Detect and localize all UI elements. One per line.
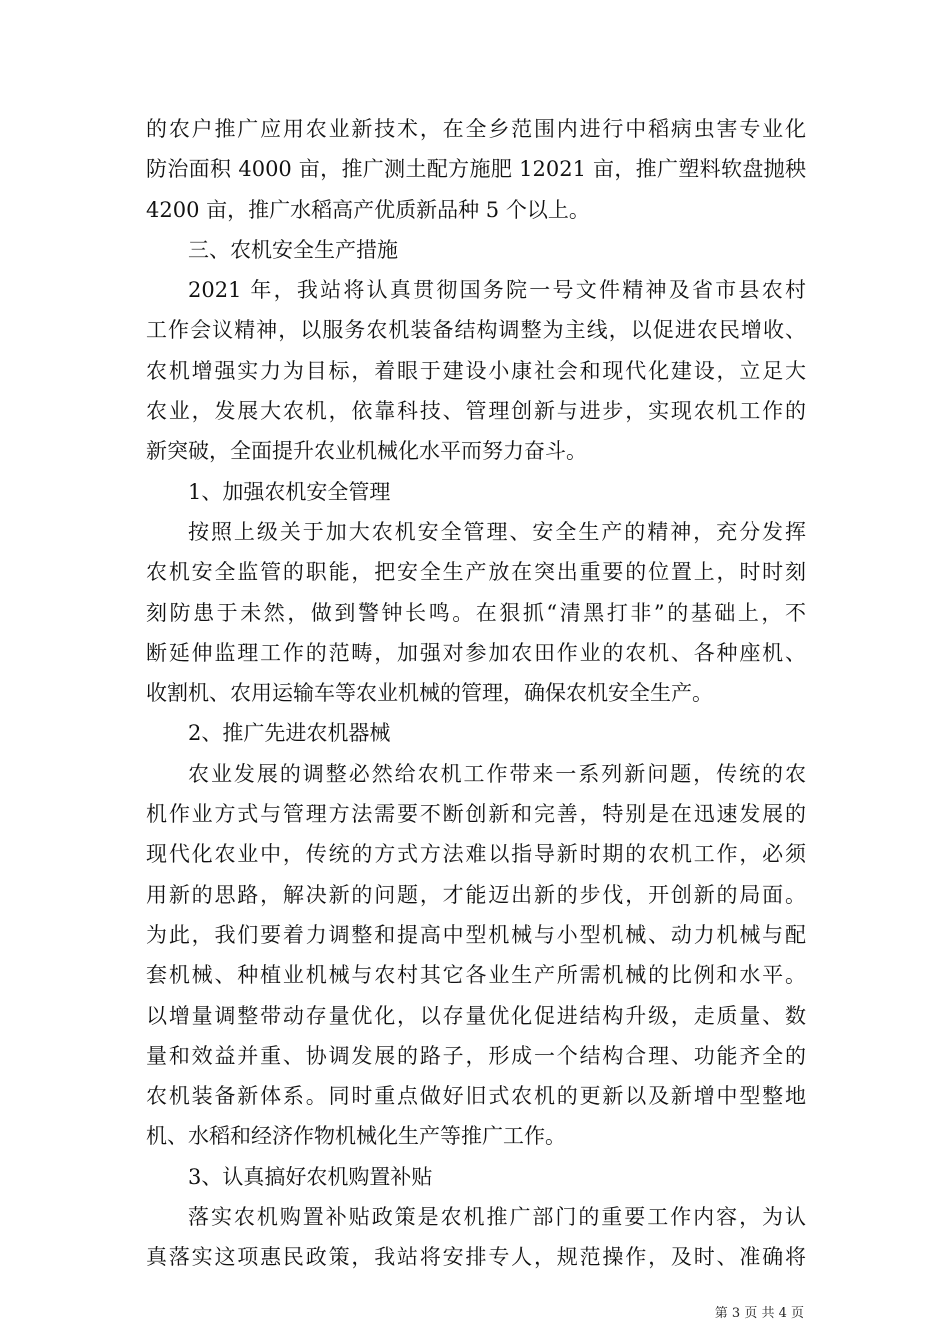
text-line-6: 工作会议精神，以服务农机装备结构调整为主线，以促进农民增收、 bbox=[146, 318, 806, 343]
text-line-19: 现代化农业中，传统的方式方法难以指导新时期的农机工作，必须 bbox=[146, 842, 806, 867]
text-line-15: 收割机、农用运输车等农业机械的管理，确保农机安全生产。 bbox=[146, 681, 713, 706]
text-line-12: 农机安全监管的职能，把安全生产放在突出重要的位置上，时时刻 bbox=[146, 560, 806, 585]
text-line-26: 机、水稻和经济作物机械化生产等推广工作。 bbox=[146, 1124, 566, 1149]
text-line-3: 4200 亩，推广水稻高产优质新品种 5 个以上。 bbox=[146, 197, 590, 222]
text-line-2: 防治面积 4000 亩，推广测土配方施肥 12021 亩，推广塑料软盘抛秧 bbox=[146, 157, 806, 182]
subheading-1: 1、加强农机安全管理 bbox=[188, 479, 391, 504]
text-line-20: 用新的思路，解决新的问题，才能迈出新的步伐，开创新的局面。 bbox=[146, 882, 806, 907]
subheading-3: 3、认真搞好农机购置补贴 bbox=[188, 1164, 433, 1189]
text-line-11: 按照上级关于加大农机安全管理、安全生产的精神，充分发挥 bbox=[188, 519, 806, 544]
text-line-14: 断延伸监理工作的范畴，加强对参加农田作业的农机、各种座机、 bbox=[146, 640, 806, 665]
subheading-2: 2、推广先进农机器械 bbox=[188, 721, 391, 746]
text-line-8: 农业，发展大农机，依靠科技、管理创新与进步，实现农机工作的 bbox=[146, 399, 806, 424]
text-line-21: 为此，我们要着力调整和提高中型机械与小型机械、动力机械与配 bbox=[146, 922, 806, 947]
text-line-17: 农业发展的调整必然给农机工作带来一系列新问题，传统的农 bbox=[188, 761, 806, 786]
text-line-25: 农机装备新体系。同时重点做好旧式农机的更新以及新增中型整地 bbox=[146, 1084, 806, 1109]
text-line-7: 农机增强实力为目标，着眼于建设小康社会和现代化建设，立足大 bbox=[146, 358, 806, 383]
text-line-18: 机作业方式与管理方法需要不断创新和完善，特别是在迅速发展的 bbox=[146, 802, 806, 827]
document-body bbox=[146, 109, 806, 1278]
text-line-29: 真落实这项惠民政策，我站将安排专人，规范操作，及时、准确将 bbox=[146, 1245, 806, 1270]
text-line-23: 以增量调整带动存量优化，以存量优化促进结构升级，走质量、数 bbox=[146, 1003, 806, 1028]
text-line-24: 量和效益并重、协调发展的路子，形成一个结构合理、功能齐全的 bbox=[146, 1043, 806, 1068]
text-line-5: 2021 年，我站将认真贯彻国务院一号文件精神及省市县农村 bbox=[188, 278, 806, 303]
section-heading-3: 三、农机安全生产措施 bbox=[188, 237, 398, 262]
page-number-footer: 第 3 页 共 4 页 bbox=[714, 1306, 804, 1321]
text-line-13: 刻防患于未然，做到警钟长鸣。在狠抓“清黑打非”的基础上，不 bbox=[146, 600, 806, 625]
text-line-28: 落实农机购置补贴政策是农机推广部门的重要工作内容，为认 bbox=[188, 1205, 806, 1230]
text-line-9: 新突破，全面提升农业机械化水平而努力奋斗。 bbox=[146, 439, 587, 464]
text-line-1: 的农户推广应用农业新技术，在全乡范围内进行中稻病虫害专业化 bbox=[146, 117, 806, 141]
text-line-22: 套机械、种植业机械与农村其它各业生产所需机械的比例和水平。 bbox=[146, 963, 806, 988]
